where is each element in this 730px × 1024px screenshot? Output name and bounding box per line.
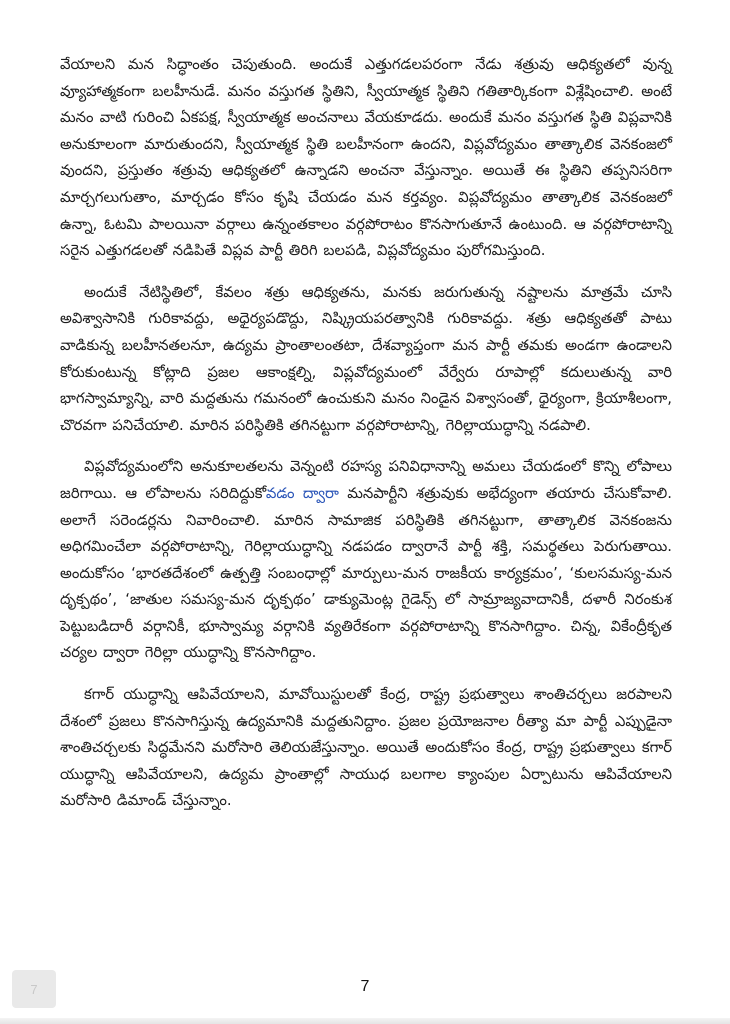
paragraph-2: అందుకే నేటిస్థితిలో, కేవలం శత్రు ఆధిక్యతను, మనకు జరుగుతున్న నష్టాలను మాత్రమే చూసి అవిశ్వాసానికి గురికావద్దు, అధైర్యపడొద్దు, నిష్క్రియపరత్వానికి గురికావద్దు. శత్రు ఆధిక్యతతో పాటు వాడికున్న బలహీనతలనూ, ఉద్యమ ప్రాంతాలంతటా, దేశవ్యాప్తంగా మన పార్టీ తమకు అండగా ఉండాలని కోరుకుంటున్న కోట్లాది ప్రజల ఆకాంక్షల్ని, విప్లవోద్యమంలో వేర్వేరు రూపాల్లో కదులుతున్న వారి భాగస్వామ్యాన్ని, వారి మద్దతును గమనంలో ఉంచుకుని మనం నిండైన విశ్వాసంతో, ధైర్యంగా, క్రియాశీలంగా, చొరవగా పనిచేయాలి. మారిన పరిస్థితికి తగినట్టుగా వర్గపోరాటాన్ని, గెరిల్లాయుద్ధాన్ని నడపాలి. [60,283,672,434]
page-bottom-edge [0,1018,730,1024]
paragraph-3-text-end: మనపార్టీని శత్రువుకు అభేద్యంగా తయారు చేసుకోవాలి. అలాగే సరెండర్లను నివారించాలి. మారిన సామాజిక పరిస్థితికి తగినట్టుగా, తాత్కాలిక వెనకంజను అధిగమించేలా వర్గపోరాటాన్ని, గెరిల్లాయుద్ధాన్ని నడపడం ద్వారానే పార్టీ శక్తి, సమర్థతలు పెరుగుతాయి. అందుకోసం ‘భారతదేశంలో ఉత్పత్తి సంబంధాల్లో మార్పులు-మన రాజకీయ కార్యక్రమం’, ‘కులసమస్య-మన దృక్పథం’, ‘జాతుల సమస్య-మన దృక్పథం’ డాక్యుమెంట్ల గైడెన్స్ లో సామ్రాజ్యవాదానికీ, దళారీ నిరంకుశ పెట్టుబడిదారీ వర్గానికీ, భూస్వామ్య వర్గానికి వ్యతిరేకంగా వర్గపోరాటాన్ని కొనసాగిద్దాం. చిన్న, వికేంద్రీకృత చర్యల ద్వారా గెరిల్లా యుద్ధాన్ని కొనసాగిద్దాం. [60,484,672,662]
highlighted-text: వడం ద్వారా [265,484,339,502]
page-number: 7 [360,978,370,995]
page-thumbnail-label: 7 [30,981,38,997]
paragraph-3-text-start: విప్లవోద్యమంలోని అనుకూలతలను వెన్నంటి రహస్య పనివిధానాన్ని అమలు చేయడంలో కొన్ని లోపాలు జరిగాయి. ఆ లోపాలను సరిదిద్దుకో [60,458,672,502]
paragraph-4: కగార్ యుద్ధాన్ని ఆపివేయాలని, మావోయిస్టులతో కేంద్ర, రాష్ట్ర ప్రభుత్వాలు శాంతిచర్చలు జరపాలని దేశంలో ప్రజలు కొనసాగిస్తున్న ఉద్యమానికి మద్దతునిద్దాం. ప్రజల ప్రయోజనాల రీత్యా మా పార్టీ ఎప్పుడైనా శాంతిచర్చలకు సిద్ధమేనని మరోసారి తెలియజేస్తున్నాం. అయితే అందుకోసం కేంద్ర, రాష్ట్ర ప్రభుత్వాలు కగార్ యుద్ధాన్ని ఆపివేయాలని, ఉద్యమ ప్రాంతాల్లో సాయుధ బలగాల క్యాంపుల ఏర్పాటును ఆపివేయాలని మరోసారి డిమాండ్ చేస్తున్నాం. [60,686,672,810]
paragraph-3 [60,454,672,667]
paragraph-1: వేయాలని మన సిద్ధాంతం చెపుతుంది. అందుకే ఎత్తుగడలపరంగా నేడు శత్రువు ఆధిక్యతలో వున్న వ్యూహాత్మకంగా బలహీనుడే. మనం వస్తుగత స్థితిని, స్వీయాత్మక స్థితిని గతితార్కికంగా విశ్లేషించాలి. అంటే మనం వాటి గురించి ఏకపక్ష, స్వీయాత్మక అంచనాలు వేయకూడదు. అందుకే మనం వస్తుగత స్థితి విప్లవానికి అనుకూలంగా మారుతుందని, స్వీయాత్మక స్థితి బలహీనంగా ఉందని, విప్లవోద్యమం తాత్కాలిక వెనకంజలో వుందని, ప్రస్తుతం శత్రువు ఆధిక్యతలో ఉన్నాడని అంచనా వేస్తున్నాం. అయితే ఈ స్థితిని తప్పనిసరిగా మార్చగలుగుతాం, మార్చడం కోసం కృషి చేయడం మన కర్తవ్యం. విప్లవోద్యమం తాత్కాలిక వెనకంజలో ఉన్నా, ఓటమి పాలయినా వర్గాలు ఉన్నంతకాలం వర్గపోరాటం కొనసాగుతూనే ఉంటుంది. ఆ వర్గపోరాటాన్ని సరైన ఎత్తుగడలతో నడిపితే విప్లవ పార్టీ తిరిగి బలపడి, విప్లవోద్యమం పురోగమిస్తుంది. [60,56,672,260]
